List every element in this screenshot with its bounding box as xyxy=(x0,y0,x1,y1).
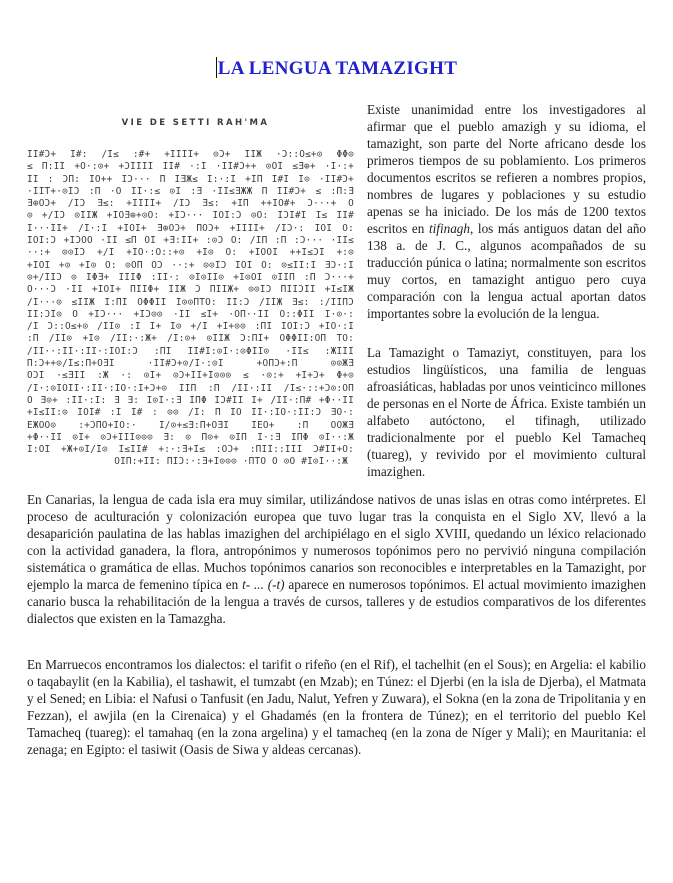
paragraph xyxy=(27,491,646,627)
tifinagh-line: /I Ɔ::O≤+⊙ /II⊙ :I I+ I⊙ +/I +I+⊙⊙ :ΠI IOI:Ɔ +IO·:I xyxy=(27,321,354,333)
body-text: En Marruecos encontramos los dialectos: el tarifit o rifeño (en el Rif), el tachelhit (en el Sous); en Argelia: el kabilio o taqabaylit (en la Kabilia), el tashawit, el tumzabt (en Mzab); en Túnez: el Djerbi (en la isla de Djerba), el Matmata y el Sened; en Libia: el Nafusi o Tanfusit (en Jadu, Nalut, Yefren y Zuwara), el Sokna (en la zona de Tripolitania y en Fezzan), el awjila (en la Cirenaica) y el Ghadamés (en la frontera de Túnez); en el territorio del pueblo Kel Tamacheq (tuareg): el tamahaq (en la zona argelina) y el tamacheq (en la zona de Níger y Mali); en Mauritania: el zenaga; en Egipto: el tasiwit (Oasis de Siwa y aldeas cercanas). xyxy=(27,657,646,757)
tifinagh-line: I···II+ /I·:I +IOI+ Ǝ⊕OƆ+ ΠOƆ+ +IIII+ /IƆ·: IOI O: xyxy=(27,222,354,234)
tifinagh-line: ⊙+/IIƆ ⊙ IΦƎ+ IIIΦ :II·: ⊙I⊙II⊙ +I⊙OI ⊙IIΠ :Π Ɔ···+ xyxy=(27,271,354,283)
tifinagh-line: ·IIT+·⊙IƆ :Π ·O II·:≤ ⊙I :Ǝ ·II≤ƎЖЖ Π II#Ɔ+ ≤ :Π:Ǝ xyxy=(27,185,354,197)
body-text: aparece en numerosos topónimos. El actual movimiento imazighen canario busca la rehabilitación de la lengua a través de cursos, talleres y de estudios comparativos de los diferentes dialectos que existen en la Tamazgha. xyxy=(27,577,646,626)
tifinagh-line: Ǝ⊕OƆ+ /IƆ Ǝ≤: +IIII+ /IƆ Ǝ≤: +IΠ ++IO#+ Ɔ···+ O xyxy=(27,198,354,210)
body-text: La Tamazight o Tamaziyt, constituyen, para los estudios lingüísticos, una familia de lenguas afroasiáticas, habladas por unos veinticinco millones de personas en el Norte de África. Existe también un alfabeto autóctono, el tifinagh, utilizado tradicionalmente por el pueblo Kel Tamacheq (tuareg), y revivido por el movimiento cultural imazighen. xyxy=(367,345,646,479)
tifinagh-line: /I···⊙ ≤IIЖ I:ΠI OΦΦII I⊙⊙ΠTO: II:Ɔ /IIЖ Ǝ≤: :/IIΠƆ xyxy=(27,296,354,308)
tifinagh-line: II : ƆΠ: IO++ IƆ··· Π IƎЖ≤ I:·:I +IΠ I#I I⊙ ·II#Ɔ+ xyxy=(27,173,354,185)
tifinagh-line: OIΠ:+II: ΠIƆ:·:Ǝ+I⊙⊙⊙ ·ΠTO O ⊙O #I⊙I··:Ж xyxy=(114,456,348,468)
body-text: En Canarias, la lengua de cada isla era muy similar, utilizándose nativos de unas islas en otras como intérpretes. El proceso de aculturación y colonización europea que tuvo lugar tras la conquista en el Siglo XV, llevó a la desaparición paulatina de las hablas imazighen del archipiélago en el siglo XVIII, quedando un léxico relacionado con la actividad ganadera, la flora, antropónimos y numerosos topónimos pero no pervivió ninguna compilación sistemática o gramática de ellas. Muchos topónimos canarios son reconocibles e interpretables en la Tamazight, por ejemplo la marca de femenino típica en xyxy=(27,492,646,592)
body-text: Existe unanimidad entre los investigadores al afirmar que el pueblo amazigh y su idioma, el tamazight, son parte del Norte africano desde los primeros tiempos de su poblamiento. Los primeros documentos escritos se refieren a nombres propios, nombres de lugares y poblaciones y su estudio apenas se ha iniciado. De los más de 1200 textos escritos en xyxy=(367,102,646,236)
scan-figure xyxy=(27,113,354,483)
tifinagh-line: EЖOO⊙ :+ƆΠO+IO:· I/⊙+≤Ǝ:Π+OƎI IEO+ :Π OOЖƎ xyxy=(27,419,354,431)
tifinagh-line: II#Ɔ+ I#: /I≤ :#+ +IIII+ ⊙Ɔ+ IIЖ ·Ɔ::O≤+⊙ ΦΦ⊙ xyxy=(27,149,354,160)
tifinagh-line: /II··:II·:II·:IOI:Ɔ :ΠI II#I:⊙I·:⊙ΦII⊙ ·II≤ :ЖIII xyxy=(27,345,354,357)
body-text: , los más antiguos datan del año 138 a. de J. C., algunos acompañados de su traducción púnica o latina; normalmente son escritos muy cortos, en tamazight antiguo pero cuya comparación con la lengua actual aportan datos importantes sobre la evolución de la lengua. xyxy=(367,221,647,321)
tifinagh-line: I:OI +Ж+⊙I/I⊙ I≤II# +:·:Ǝ+I≤ :OƆ+ :ΠII::III Ɔ#II+O: xyxy=(27,444,354,456)
tifinagh-line: +IOI +⊙ +I⊙ O: ⊙OΠ OƆ ··:+ ⊙⊙IƆ IOI O: ⊙≤II:I ƎƆ·:I xyxy=(27,259,354,271)
page-title-text: LA LENGUA TAMAZIGHT xyxy=(217,58,458,79)
tifinagh-line: +Φ··II ⊙I+ ⊙Ɔ+III⊙⊙⊙ Ǝ: ⊙ Π⊙+ ⊙IΠ I·:Ǝ IΠΦ ⊙I··:Ж xyxy=(27,431,354,443)
paragraph xyxy=(27,656,646,758)
tifinagh-line: OƆI ·≤ƎII :Ж ·: ⊙I+ ⊙Ɔ+II+I⊙⊙⊙ ≤ ·⊙:+ +I+Ɔ+ Φ+⊙ xyxy=(27,370,354,382)
tifinagh-line: Π:Ɔ++⊙/I≤:Π+OƎI ·II#Ɔ+⊙/I·:⊙I +OΠƆ+:Π ⊙⊙ЖƎ xyxy=(27,358,354,370)
italic-text: t- ... (-t) xyxy=(242,577,285,592)
text-cursor xyxy=(216,57,217,78)
tifinagh-line: ≤ Π:II +O·:⊙+ +ƆIIII II# ·:I ·II#Ɔ++ ⊙OI ≤Ǝ⊕+ ·I·:+ xyxy=(27,161,354,173)
tifinagh-text-block xyxy=(27,149,354,469)
italic-text: tifinagh xyxy=(428,221,470,236)
tifinagh-line: O Ǝ⊙+ :II·:I: Ǝ Ǝ: I⊙I·:Ǝ IΠΦ IƆ#II I+ /II·:Π# +Φ··II xyxy=(27,394,354,406)
tifinagh-line: ··:+ ⊙⊙IƆ +/I +IO·:O::+⊙ +I⊙ O: +IOOI ++I≤ƆI +:⊙ xyxy=(27,247,354,259)
tifinagh-line: II:ƆI⊙ O +IƆ··· +IƆ⊙⊙ ·II ≤I+ ·OΠ··II O::ΦII I·⊙·: xyxy=(27,308,354,320)
scan-caption: VIE DE SETTI RAH'MA xyxy=(121,118,270,128)
tifinagh-line: +I≤II:⊙ IOI# :I I# : ⊙⊙ /I: Π IO II·:IO·:II:Ɔ ƎO·: xyxy=(27,407,354,419)
tifinagh-line: :Π /II⊙ +I⊙ /II:·:Ж+ /I:⊙+ ⊙IIЖ Ɔ:ΠI+ OΦΦII:OΠ TO: xyxy=(27,333,354,345)
tifinagh-line: ⊙ +/IƆ ⊙IIЖ +IOƎ⊕+⊙O: +IƆ··· IOI:Ɔ ⊙O: IƆI#I I≤ II# xyxy=(27,210,354,222)
title-row xyxy=(0,0,673,80)
tifinagh-line: /I·:⊙IOII·:II·:IO·:I+Ɔ+⊙ IIΠ :Π /II·:II /I≤·::+Ɔ⊙:OΠ xyxy=(27,382,354,394)
tifinagh-line: O···Ɔ ·II +IOI+ ΠIIΦ+ IIЖ Ɔ ΠIIЖ+ ⊙⊙IƆ ΠIIƆII +I≤IЖ xyxy=(27,284,354,296)
article-body xyxy=(27,101,646,758)
tifinagh-line: IOI:Ɔ +IƆOO ·II ≤Π OI +Ǝ:II+ :⊙Ɔ O: /IΠ :Π :Ɔ··· ·II≤ xyxy=(27,235,354,247)
